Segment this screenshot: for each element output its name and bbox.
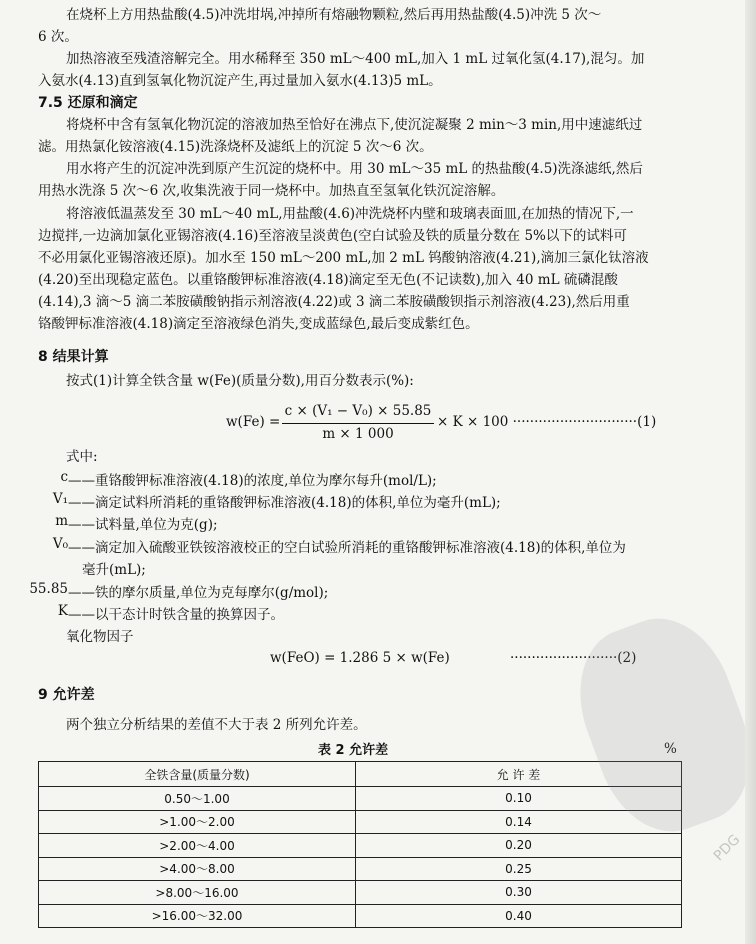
table-cell: 0.40 [356, 904, 682, 928]
paragraph-line: (4.14),3 滴～5 滴二苯胺磺酸钠指示剂溶液(4.22)或 3 滴二苯胺磺酸钡指示剂溶液(4.23),然后用重 [38, 294, 630, 310]
table-row [39, 810, 682, 834]
formula-1-fraction-bar [282, 423, 434, 424]
table-cell: >8.00～16.00 [39, 881, 356, 905]
paragraph-line: 6 次。 [38, 29, 78, 45]
table-cell: 0.30 [356, 881, 682, 905]
table-cell: >16.00～32.00 [39, 904, 356, 928]
formula-1-denominator: m × 1 000 [322, 426, 394, 442]
table-cell: 0.50～1.00 [39, 787, 356, 811]
section-heading-8: 8 结果计算 [38, 349, 109, 365]
definition-symbol: K [57, 603, 68, 619]
formula-1-lhs: w(Fe) = [226, 414, 281, 430]
definition-text: ——重铬酸钾标准溶液(4.18)的浓度,单位为摩尔每升(mol/L); [68, 473, 437, 489]
table-row [39, 881, 682, 905]
table-cell: >1.00～2.00 [39, 810, 356, 834]
paragraph-line: 铬酸钾标准溶液(4.18)滴定至溶液绿色消失,变成蓝绿色,最后变成紫红色。 [38, 316, 479, 332]
table-cell: 0.14 [356, 810, 682, 834]
table-header-cell: 允 许 差 [356, 762, 682, 787]
paragraph-line: 式中: [66, 449, 98, 465]
paragraph-line: 氧化物因子 [66, 629, 134, 645]
paragraph-line: 将烧杯中含有氢氧化物沉淀的溶液加热至恰好在沸点下,使沉淀凝聚 2 min～3 min,用中速滤纸过 [66, 117, 643, 133]
paragraph-line: 边搅拌,一边滴加氯化亚锡溶液(4.16)至溶液呈淡黄色(空白试验及铁的质量分数在 5%以下的试料可 [38, 228, 627, 244]
paragraph-line: 滤。用热氯化铵溶液(4.15)洗涤烧杯及滤纸上的沉淀 5 次～6 次。 [38, 139, 433, 155]
formula-2: w(FeO) = 1.286 5 × w(Fe) [270, 650, 450, 666]
paragraph-line: (4.20)至出现稳定蓝色。以重铬酸钾标准溶液(4.18)滴定至无色(不记读数),加入 40 mL 硫磷混酸 [38, 272, 618, 288]
section-heading-7-5: 7.5 还原和滴定 [38, 95, 138, 111]
definition-symbol: V₀ [52, 536, 68, 552]
table-title: 表 2 允许差 [318, 743, 389, 758]
table-row [39, 834, 682, 858]
table-row [39, 787, 682, 811]
definition-text: ——试料量,单位为克(g); [68, 517, 218, 533]
table-cell: 0.20 [356, 834, 682, 858]
definition-symbol: V₁ [52, 491, 68, 507]
table-header-row [39, 762, 682, 787]
paragraph-line: 用热水洗涤 5 次～6 次,收集洗液于同一烧杯中。加热直至氢氧化铁沉淀溶解。 [38, 183, 505, 199]
section-heading-9: 9 允许差 [38, 687, 95, 703]
paragraph-line: 加热溶液至残渣溶解完全。用水稀释至 350 mL～400 mL,加入 1 mL 过氧化氢(4.17),混匀。加 [66, 51, 645, 67]
paragraph-line: 不必用氯化亚锡溶液还原)。加水至 150 mL～200 mL,加 2 mL 钨酸钠溶液(4.21),滴加三氯化钛溶液 [38, 250, 649, 266]
table-cell: >2.00～4.00 [39, 834, 356, 858]
paragraph-line: 在烧杯上方用热盐酸(4.5)冲洗坩埚,冲掉所有熔融物颗粒,然后再用热盐酸(4.5)冲洗 5 次～ [66, 7, 602, 23]
table-header-cell: 全铁含量(质量分数) [39, 762, 356, 787]
definition-symbol: 55.85 [29, 581, 68, 597]
paragraph-line: 用水将产生的沉淀冲洗到原产生沉淀的烧杯中。用 30 mL～35 mL 的热盐酸(4.5)洗涤滤纸,然后 [66, 161, 643, 177]
table-row [39, 857, 682, 881]
definition-text: ——滴定试料所消耗的重铬酸钾标准溶液(4.18)的体积,单位为毫升(mL); [68, 495, 501, 511]
paragraph-line: 按式(1)计算全铁含量 w(Fe)(质量分数),用百分数表示(%): [66, 373, 414, 389]
formula-1-numerator: c × (V₁ − V₀) × 55.85 [284, 403, 432, 419]
paragraph-line: 入氨水(4.13)直到氢氧化物沉淀产生,再过量加入氨水(4.13)5 mL。 [38, 73, 442, 89]
formula-1-rhs: × K × 100 ·····························(1) [437, 414, 657, 430]
table-unit: % [664, 741, 677, 757]
watermark-text: PDG [710, 831, 744, 865]
definition-text: ——滴定加入硫酸亚铁铵溶液校正的空白试验所消耗的重铬酸钾标准溶液(4.18)的体积,单位为 [68, 540, 626, 556]
definition-symbol: m [55, 513, 68, 529]
definition-text: 毫升(mL); [82, 562, 146, 578]
definition-text: ——以干态计时铁含量的换算因子。 [68, 607, 284, 623]
formula-2-number: ·························(2) [510, 650, 637, 666]
definition-symbol: c [60, 469, 68, 485]
page-edge-shadow [745, 0, 756, 944]
definition-text: ——铁的摩尔质量,单位为克每摩尔(g/mol); [68, 585, 329, 601]
paragraph-line: 两个独立分析结果的差值不大于表 2 所列允许差。 [66, 717, 367, 733]
table-cell: >4.00～8.00 [39, 857, 356, 881]
table-row [39, 904, 682, 928]
table-cell: 0.10 [356, 787, 682, 811]
paragraph-line: 将溶液低温蒸发至 30 mL～40 mL,用盐酸(4.6)冲洗烧杯内壁和玻璃表面皿,在加热的情况下,一 [66, 206, 634, 222]
table-cell: 0.25 [356, 857, 682, 881]
allowance-table [38, 761, 682, 928]
